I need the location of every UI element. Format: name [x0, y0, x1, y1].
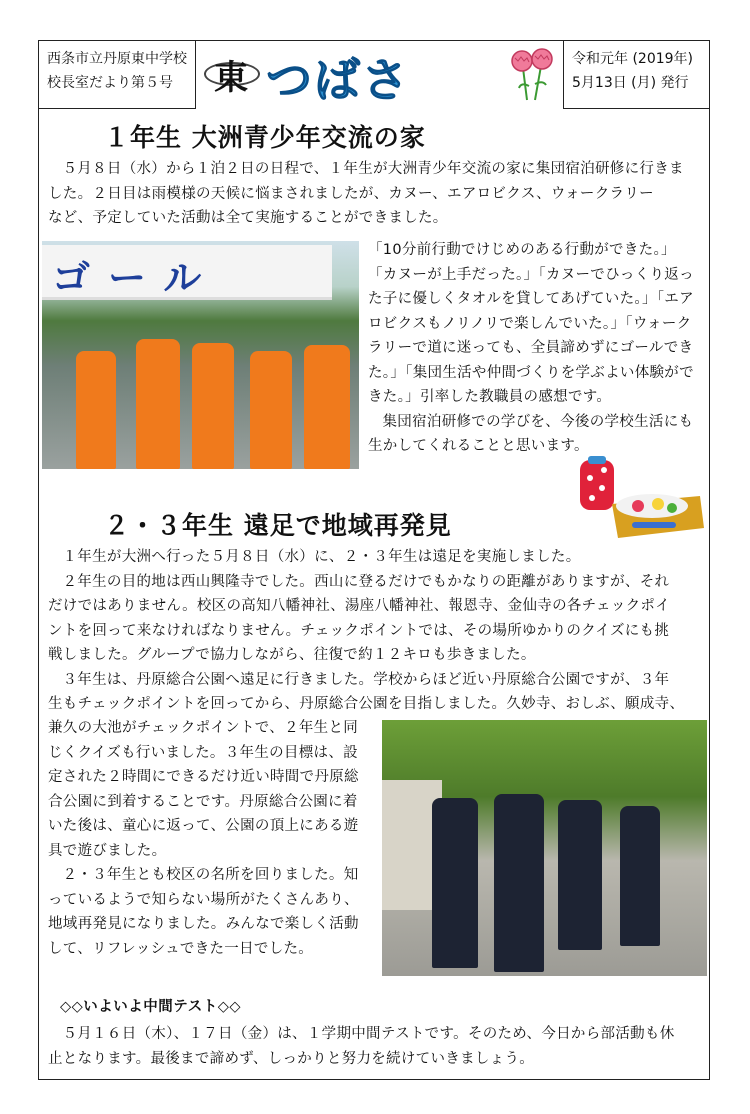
text-line: きた。」引率した教職員の感想です。 — [368, 389, 612, 405]
student-figure — [250, 351, 292, 469]
notice-body — [48, 1022, 708, 1071]
text-line: 生かしてくれることと思います。 — [368, 438, 589, 454]
text-line: 合公園に到着することです。丹原総合公園に着 — [48, 793, 358, 810]
text-line: ントを回って来なければなりません。チェックポイントでは、その場所ゆかりのクイズにも挑 — [48, 622, 670, 639]
text-line: ロビクスもノリノリで楽しんでいた。」「ウォーク — [368, 315, 692, 332]
text-line: 生もチェックポイントを回ってから、丹原総合公園を目指しました。久妙寺、おしぶ、願成寺、 — [48, 696, 685, 712]
school-logo: 東 — [214, 58, 248, 98]
section2-title: ２・３年生 遠足で地域再発見 — [104, 511, 452, 540]
student-figure — [494, 794, 544, 972]
header-date-box — [563, 40, 710, 109]
student-figure — [620, 806, 660, 946]
text-line: た子に優しくタオルを貸してあげていた。」「エア — [368, 291, 694, 307]
student-figure — [304, 345, 350, 469]
student-figure — [76, 351, 116, 469]
carnation-icon — [509, 46, 555, 102]
section1-title: １年生 大洲青少年交流の家 — [104, 123, 426, 152]
text-line: 具で遊びました。 — [48, 842, 167, 859]
banner-text: ゴール — [52, 256, 220, 300]
field-trip-photo — [42, 241, 359, 469]
student-figure — [432, 798, 478, 968]
text-line: など、予定していた活動は全て実施することができました。 — [48, 210, 448, 226]
section2-body-narrow — [48, 716, 378, 961]
text-line: 「10分前行動でけじめのある行動ができた。」 — [368, 242, 676, 258]
student-figure — [558, 800, 602, 950]
text-line: 集団宿泊研修での学びを、今後の学校生活にも — [382, 413, 694, 430]
school-name: 西条市立丹原東中学校 — [47, 51, 187, 67]
text-line: 戦しました。グループで協力しながら、往復で約１２キロも歩きました。 — [48, 647, 536, 663]
text-line: 「カヌーが上手だった。」「カヌーでひっくり返っ — [368, 266, 694, 283]
section2-body — [48, 545, 708, 717]
newsletter-title: つばさ — [266, 53, 410, 107]
excursion-photo — [382, 720, 707, 976]
notice-heading: ◇◇いよいよ中間テスト◇◇ — [60, 999, 242, 1015]
section1-intro — [48, 157, 708, 231]
text-line: ２・３年生とも校区の名所を回りました。知 — [62, 867, 359, 883]
era-year: 令和元年 (2019年) — [572, 51, 694, 67]
text-line: じくクイズも行いました。３年生の目標は、設 — [48, 744, 358, 761]
section1-quotes — [368, 238, 708, 459]
text-line: 地域再発見になりました。みんなで楽しく活動 — [48, 916, 359, 932]
text-line: だけではありません。校区の高知八幡神社、湯座八幡神社、報恩寺、金仙寺の各チェックポイ — [48, 598, 671, 614]
text-line: ５月８日（水）から１泊２日の日程で、１年生が大洲青少年交流の家に集団宿泊研修に行きま — [62, 161, 684, 177]
newsletter-number: 校長室だより第５号 — [47, 75, 173, 91]
text-line: 定された２時間にできるだけ近い時間で丹原総 — [48, 769, 359, 785]
text-line: ５月１６日（木）、１７日（金）は、１学期中間テストです。そのため、今日から部活動も休 — [62, 1026, 675, 1042]
lunchbox-icon — [572, 456, 708, 544]
issue-date: 5月13日 (月) 発行 — [572, 75, 689, 91]
header-school-box — [38, 40, 196, 109]
text-line: っているようで知らない場所がたくさんあり、 — [48, 891, 359, 908]
text-line: 止となります。最後まで諦めず、しっかりと努力を続けていきましょう。 — [48, 1050, 535, 1067]
text-line: ３年生は、丹原総合公園へ遠足に行きました。学校からほど近い丹原総合公園ですが、３年 — [62, 671, 670, 688]
student-figure — [192, 343, 234, 469]
text-line: いた後は、童心に返って、公園の頂上にある遊 — [48, 818, 359, 834]
text-line: 兼久の大池がチェックポイントで、２年生と同 — [48, 720, 359, 736]
goal-banner — [42, 245, 332, 300]
text-line: １年生が大洲へ行った５月８日（水）に、２・３年生は遠足を実施しました。 — [62, 549, 581, 565]
masthead — [196, 40, 563, 109]
text-line: して、リフレッシュできた一日でした。 — [48, 940, 314, 957]
text-line: た。」「集団生活や仲間づくりを学ぶよい体験がで — [368, 364, 694, 381]
text-line: した。２日目は雨模様の天候に悩まされましたが、カヌー、エアロビクス、ウォークラリー — [48, 185, 654, 202]
text-line: ラリーで道に迷っても、全員諦めずにゴールでき — [368, 340, 694, 356]
student-figure — [136, 339, 180, 469]
text-line: ２年生の目的地は西山興隆寺でした。西山に登るだけでもかなりの距離がありますが、それ — [62, 573, 670, 590]
